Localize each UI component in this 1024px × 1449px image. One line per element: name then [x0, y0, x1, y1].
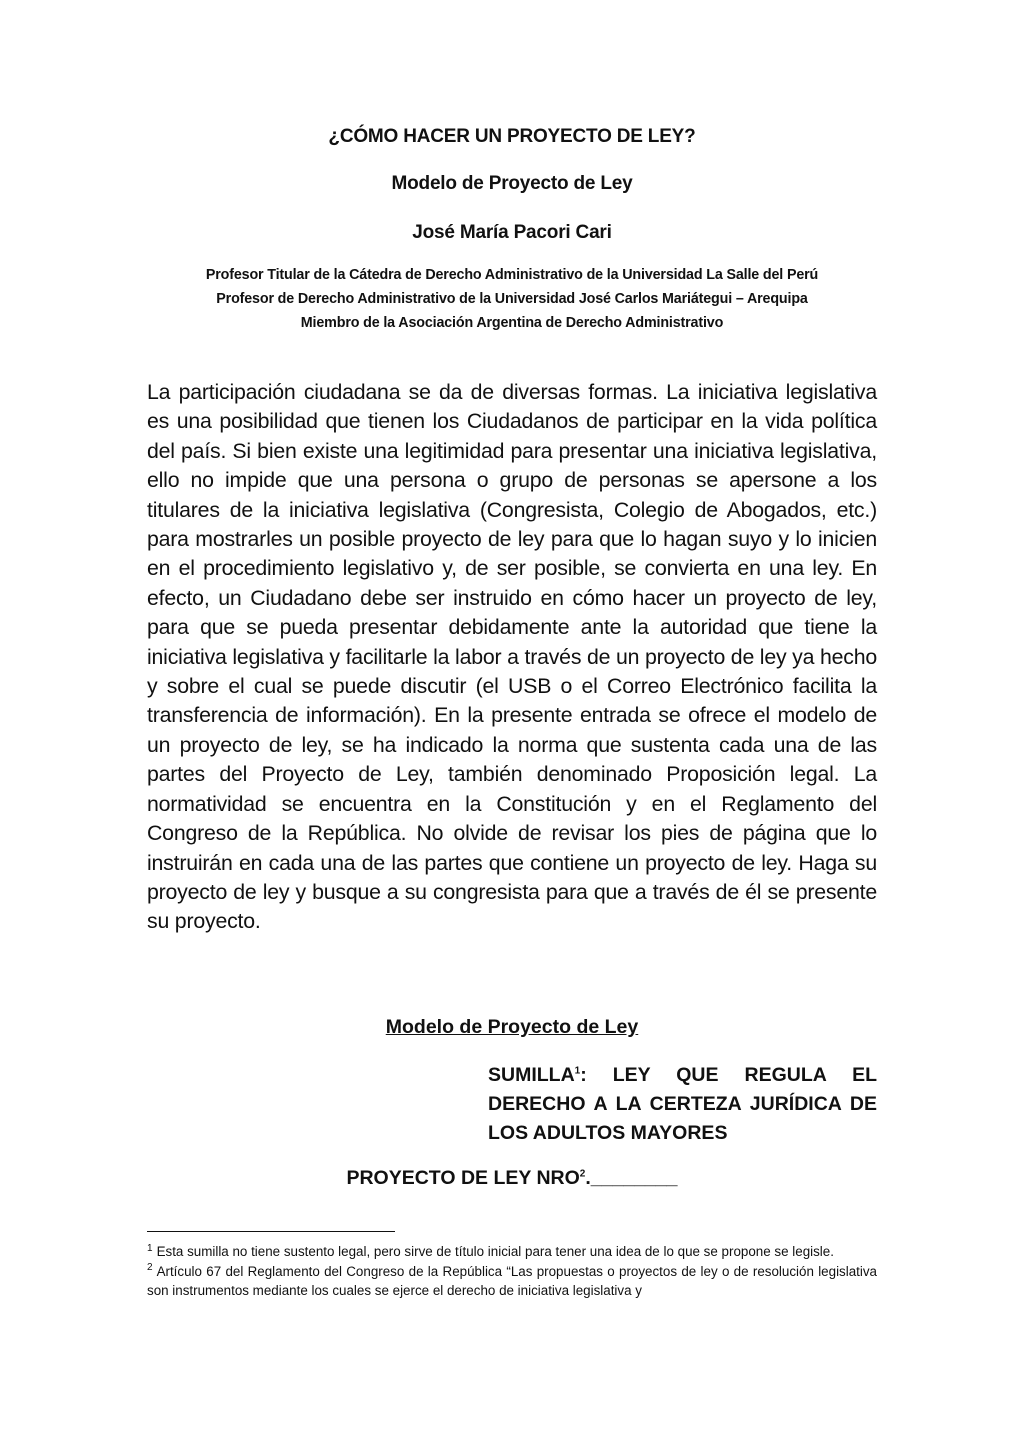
footnote: [147, 1262, 877, 1301]
footnote-ref: 2: [579, 1168, 586, 1180]
footnote-separator: [147, 1231, 395, 1232]
footnote-number: 2: [147, 1262, 153, 1274]
affiliation-line: Profesor de Derecho Administrativo de la Universidad José Carlos Mariátegui – Arequipa: [216, 291, 808, 307]
sumilla-block: [488, 1061, 877, 1148]
sumilla-label: SUMILLA: [488, 1064, 575, 1086]
intro-paragraph: La participación ciudadana se da de diversas formas. La iniciativa legislativa es una posibilidad que tienen los Ciudadanos de participar en la vida política del país. Si bien existe una legitimidad para presentar una iniciativa legislativa, ello no impide que una persona o grupo de personas se apersone a los titulares de la iniciativa legislativa (Congresista, Colegio de Abogados, etc.) para mostrarles un posible proyecto de ley para que lo hagan suyo y lo inicien en el procedimiento legislativo y, de ser posible, se convierta en una ley. En efecto, un Ciudadano debe ser instruido en cómo hacer un proyecto de ley, para que se pueda presentar debidamente ante la autoridad que tiene la iniciativa legislativa y facilitarle la labor a través de un proyecto de ley ya hecho y sobre el cual se puede discutir (el USB o el Correo Electrónico facilita la transferencia de información). En la presente entrada se ofrece el modelo de un proyecto de ley, se ha indicado la norma que sustenta cada una de las partes del Proyecto de Ley, también denominado Proposición legal. La normatividad se encuentra en la Constitución y en el Reglamento del Congreso de la República. No olvide de revisar los pies de página que lo instruirán en cada una de las partes que contiene un proyecto de ley. Haga su proyecto de ley y busque a su congresista para que a través de él se presente su proyecto.: [147, 380, 877, 934]
footnote: [147, 1242, 877, 1262]
proyecto-number-line: [147, 1167, 877, 1190]
document-subtitle: Modelo de Proyecto de Ley: [391, 173, 633, 194]
footnote-number: 1: [147, 1242, 153, 1254]
footnote-text: Artículo 67 del Reglamento del Congreso de la República “Las propuestas o proyectos de ley o de resolución legislativa son instrumentos mediante los cuales se ejerce el derecho de iniciativa legislativa y: [147, 1263, 877, 1299]
affiliation-line: Profesor Titular de la Cátedra de Derecho Administrativo de la Universidad La Salle del Perú: [205, 267, 819, 283]
footnote-ref: 1: [574, 1065, 581, 1077]
document-page: [147, 0, 877, 1449]
affiliation-line: Miembro de la Asociación Argentina de Derecho Administrativo: [300, 315, 724, 331]
author-name: José María Pacori Cari: [412, 222, 612, 243]
footnote-text: Esta sumilla no tiene sustento legal, pero sirve de título inicial para tener una idea de lo que se propone se legisle.: [156, 1244, 834, 1259]
author-affiliations: [143, 263, 881, 335]
model-heading: Modelo de Proyecto de Ley: [385, 1016, 639, 1038]
footnotes: [147, 1242, 877, 1301]
document-title: ¿CÓMO HACER UN PROYECTO DE LEY?: [328, 126, 696, 147]
proyecto-blank: .________: [585, 1167, 678, 1189]
proyecto-label: PROYECTO DE LEY NRO: [346, 1167, 580, 1189]
sumilla-text: : LEY QUE REGULA EL DERECHO A LA CERTEZA JURÍDICA DE LOS ADULTOS MAYORES: [488, 1064, 877, 1144]
